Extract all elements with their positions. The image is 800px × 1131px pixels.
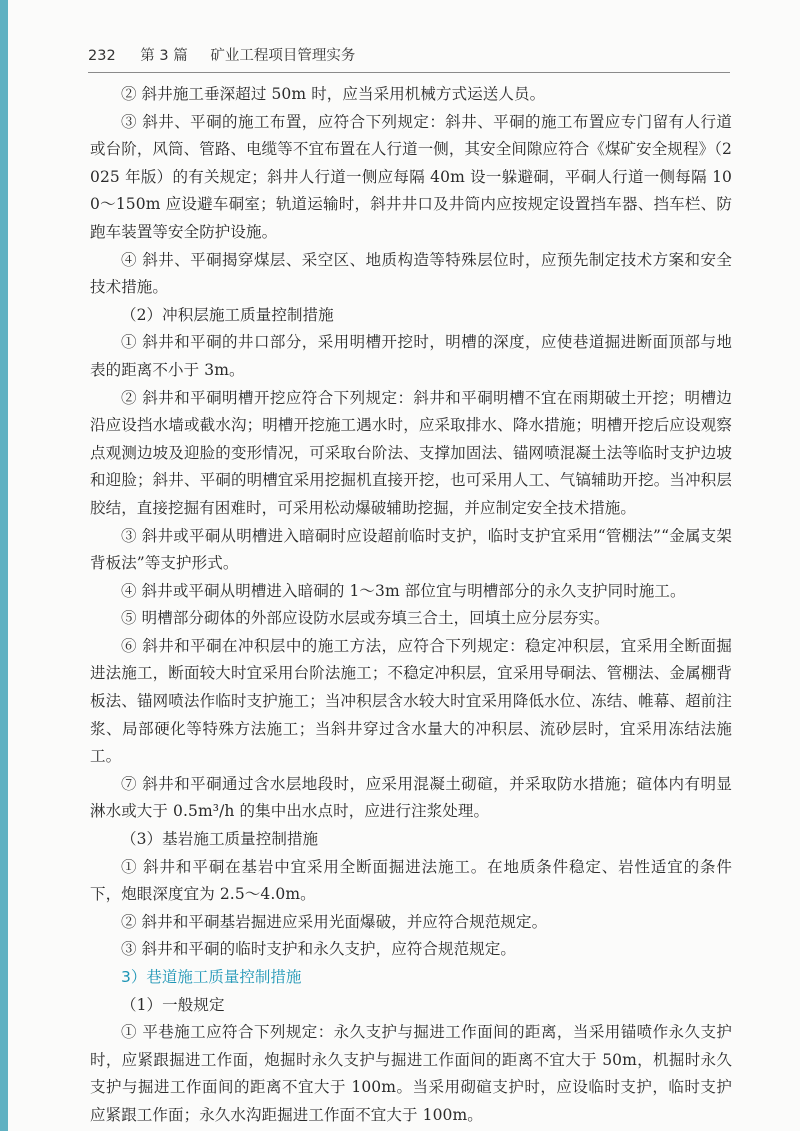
header-rule [88,72,730,73]
paragraph-alluvium-4: ④ 斜井或平硐从明槽进入暗硐的 1～3m 部位宜与明槽部分的永久支护同时施工。 [121,581,686,600]
paragraph-alluvium-5: ⑤ 明槽部分砌体的外部应设防水层或夯填三合土，回填土应分层夯实。 [121,609,610,628]
subsection-general-heading: （1）一般规定 [121,995,225,1014]
part-label: 第 3 篇 [140,48,188,64]
paragraph-alluvium-2: ② 斜井和平硐明槽开挖应符合下列规定：斜井和平硐明槽不宜在雨期破土开挖；明槽边沿应设挡水墙或截水沟；明槽开挖施工遇水时，应采取排水、降水措施；明槽开挖后应设观察点观测边坡及迎脸的变形情况，可采取台阶法、支撑加固法、锚网喷混凝土法等临时支护边坡和迎脸；斜井、平硐的明槽宜采用挖掘机直接开挖，也可采用人工、气镐辅助开挖。当冲积层胶结，直接挖掘有困难时，可采用松动爆破辅助挖掘，并应制定安全技术措施。 [90,388,732,517]
paragraph-general-1: ① 平巷施工应符合下列规定：永久支护与掘进工作面间的距离，当采用锚喷作永久支护时，应紧跟掘进工作面，炮掘时永久支护与掘进工作面间的距离不宜大于 50m，机掘时永久支护与掘进工作面间的距离不宜大于 100m。当采用砌碹支护时，应设临时支护，临时支护应紧跟工作面；永久水沟距掘进工作面不宜大于 100m。 [90,1023,732,1124]
book-title: 矿业工程项目管理实务 [210,48,356,64]
subsection-bedrock-heading: （3）基岩施工质量控制措施 [121,830,319,849]
paragraph-bedrock-1: ① 斜井和平硐在基岩中宜采用全断面掘进法施工。在地质条件稳定、岩性适宜的条件下，炮眼深度宜为 2.5～4.0m。 [90,857,732,904]
page-header [88,46,728,74]
paragraph-alluvium-3: ③ 斜井或平硐从明槽进入暗硐时应设超前临时支护，临时支护宜采用“管棚法”“金属支架背板法”等支护形式。 [90,526,732,573]
section-roadway-heading: 3）巷道施工质量控制措施 [121,968,302,986]
paragraph-item-2: ② 斜井施工垂深超过 50m 时，应当采用机械方式运送人员。 [121,85,546,103]
paragraph-bedrock-2: ② 斜井和平硐基岩掘进应采用光面爆破，并应符合规范规定。 [121,912,548,931]
subsection-alluvium-heading: （2）冲积层施工质量控制措施 [121,305,334,324]
paragraph-item-3: ③ 斜井、平硐的施工布置，应符合下列规定：斜井、平硐的施工布置应专门留有人行道或台阶，风筒、管路、电缆等不宜布置在人行道一侧，其安全间隙应符合《煤矿安全规程》（2025 年版）的有关规定；斜井人行道一侧应每隔 40m 设一躲避硐，平硐人行道一侧每隔 100～150m 应设避车硐室；轨道运输时，斜井井口及井筒内应按规定设置挡车器、挡车栏、防跑车装置等安全防护设施。 [90,112,732,241]
paragraph-item-4: ④ 斜井、平硐揭穿煤层、采空区、地质构造等特殊层位时，应预先制定技术方案和安全技术措施。 [90,250,732,297]
paragraph-alluvium-6: ⑥ 斜井和平硐在冲积层中的施工方法，应符合下列规定：稳定冲积层，宜采用全断面掘进法施工，断面较大时宜采用台阶法施工；不稳定冲积层，宜采用导硐法、管棚法、金属棚背板法、锚网喷法作临时支护施工；当冲积层含水较大时宜采用降低水位、冻结、帷幕、超前注浆、局部硬化等特殊方法施工；当斜井穿过含水量大的冲积层、流砂层时，宜采用冻结法施工。 [90,636,732,766]
page-body [90,81,732,1130]
paragraph-bedrock-3: ③ 斜井和平硐的临时支护和永久支护，应符合规范规定。 [121,940,517,959]
page-number: 232 [88,48,116,64]
paragraph-alluvium-7: ⑦ 斜井和平硐通过含水层地段时，应采用混凝土砌碹，并采取防水措施；碹体内有明显淋水或大于 0.5m³/h 的集中出水点时，应进行注浆处理。 [90,774,732,821]
paragraph-alluvium-1: ① 斜井和平硐的井口部分，采用明槽开挖时，明槽的深度，应使巷道掘进断面顶部与地表的距离不小于 3m。 [90,333,732,379]
page-edge-color-band [0,0,8,1131]
